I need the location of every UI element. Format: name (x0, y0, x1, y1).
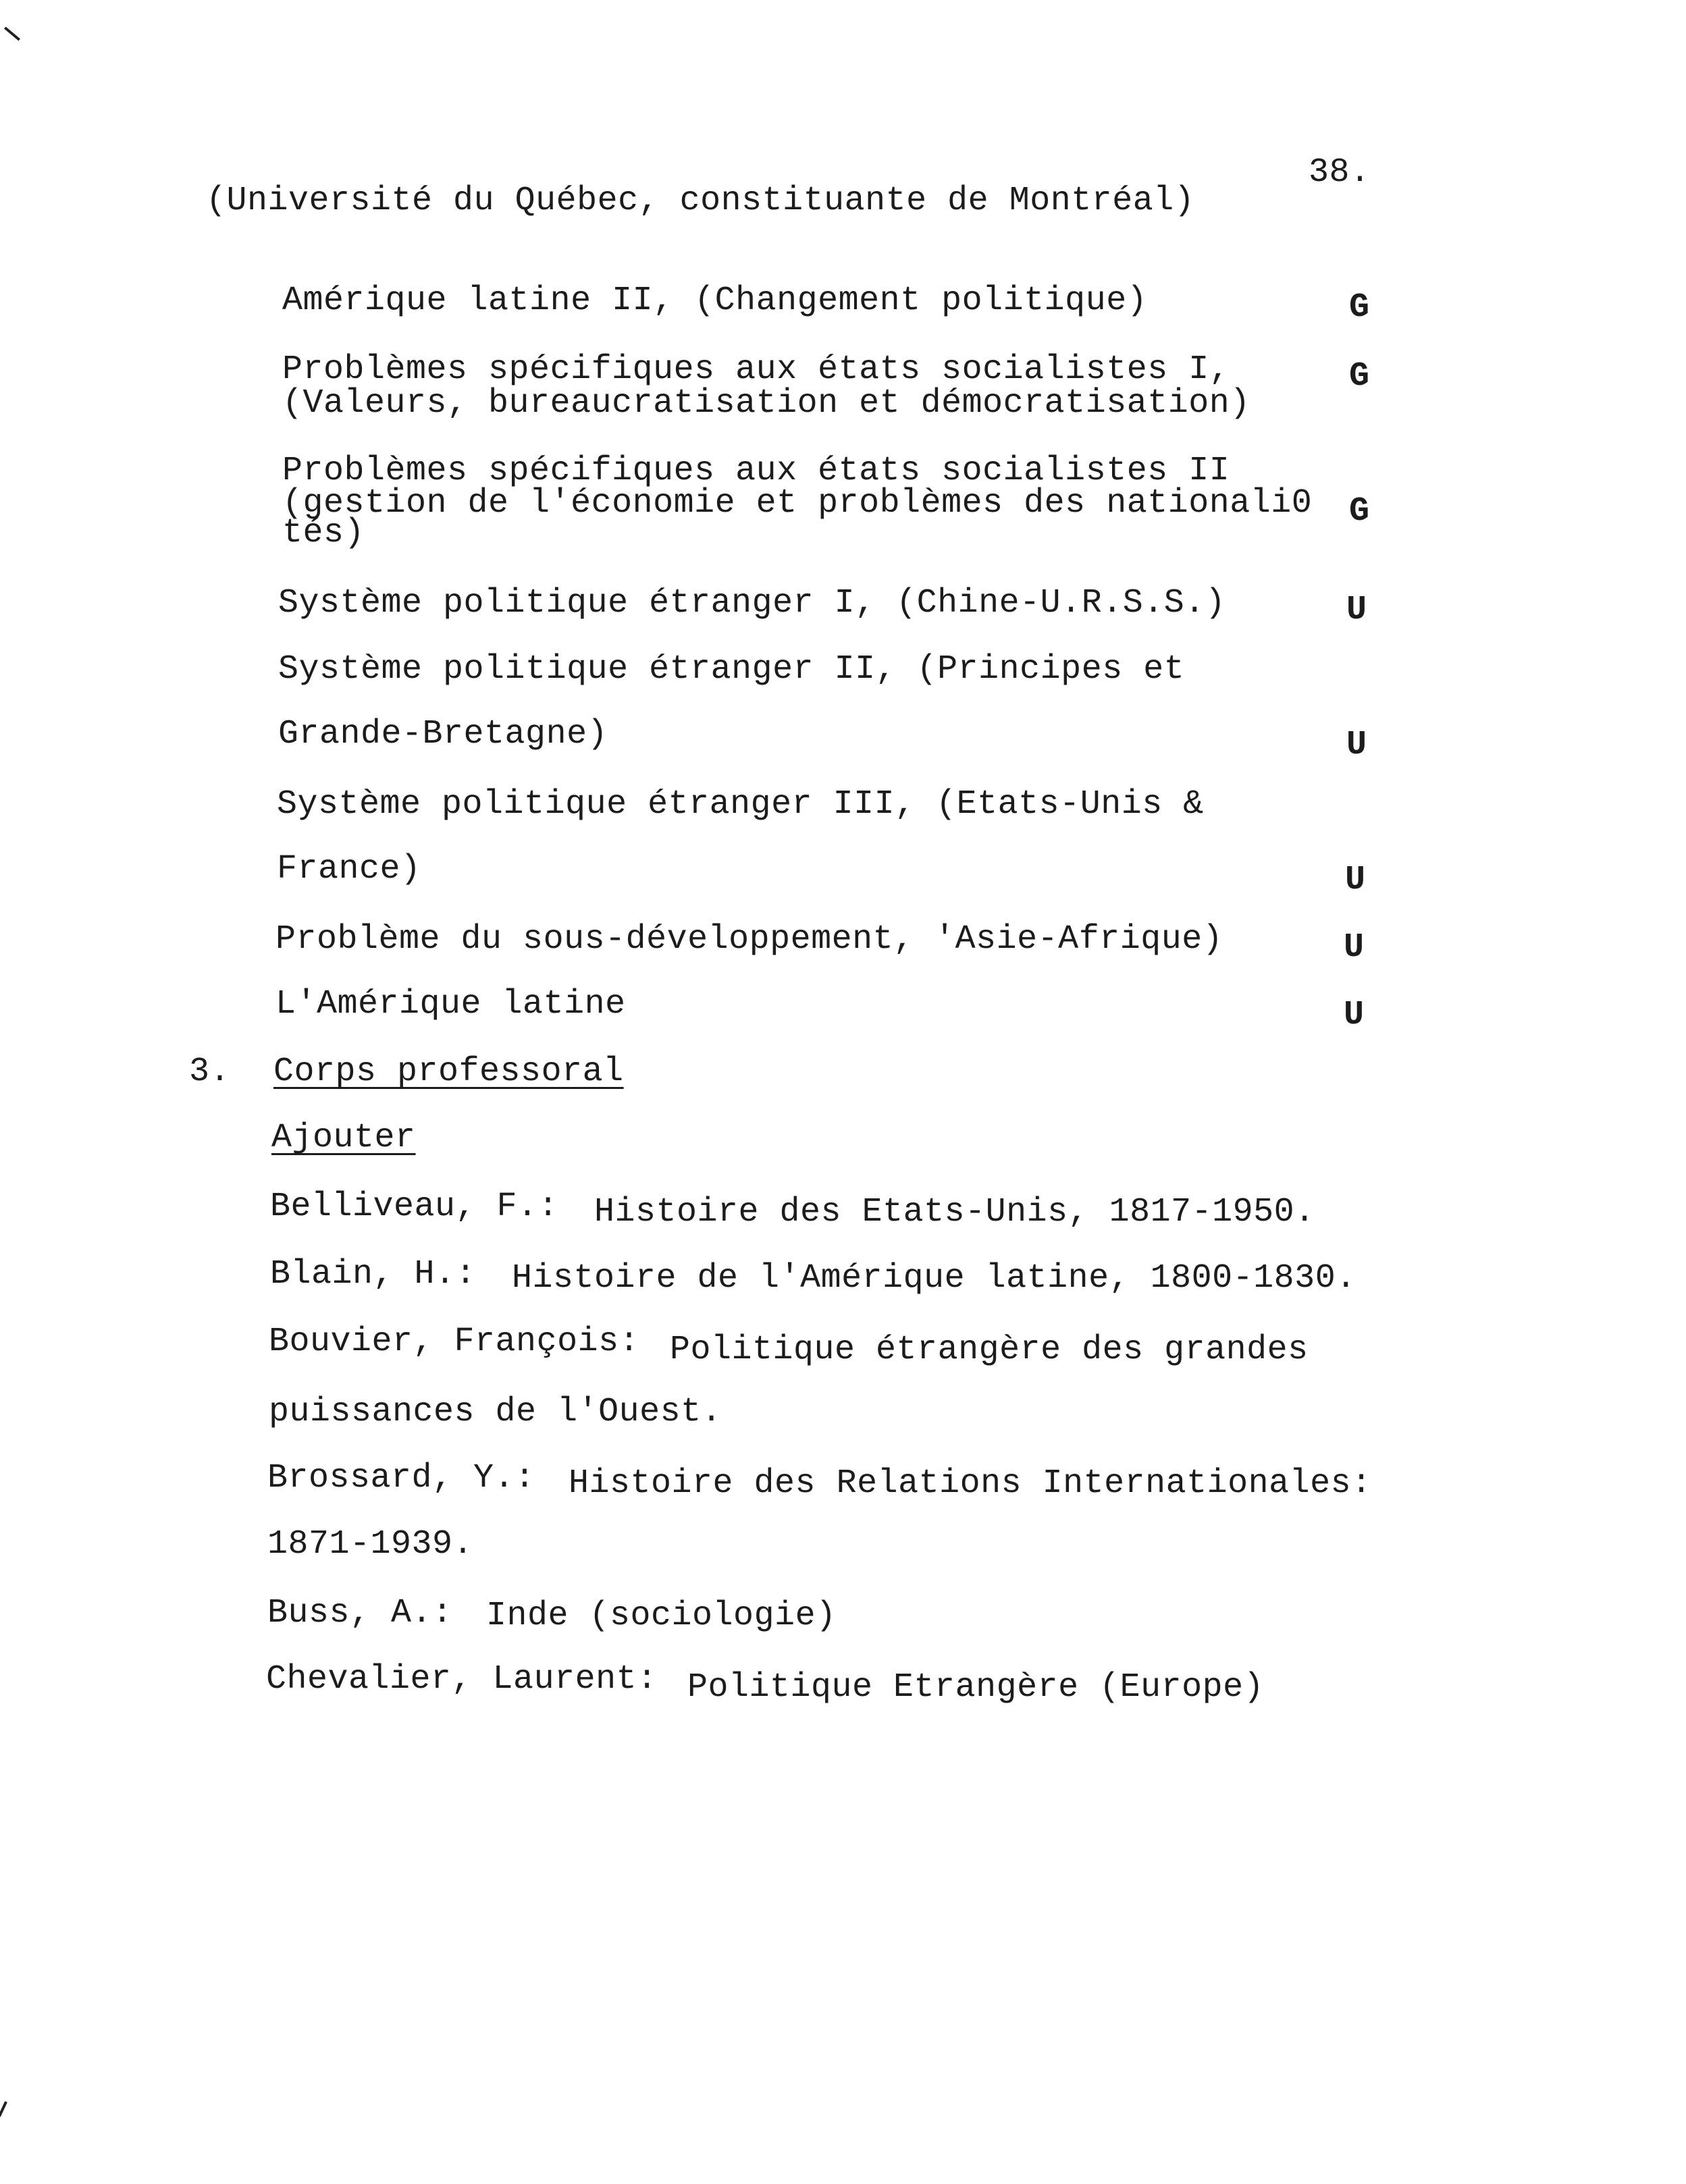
course-grade: U (1346, 591, 1367, 629)
faculty-topic: Politique Etrangère (Europe) (687, 1668, 1265, 1707)
section-subtitle: Ajouter (271, 1119, 416, 1157)
faculty-name: Chevalier, Laurent: (266, 1660, 658, 1699)
course-line: tés) (282, 514, 365, 552)
faculty-topic: Histoire de l'Amérique latine, 1800-1830. (512, 1259, 1356, 1298)
section-number: 3. (189, 1053, 231, 1091)
course-line: France) (277, 850, 421, 888)
document-header: (Université du Québec, constituante de Montréal) (206, 182, 1195, 220)
course-grade: U (1344, 996, 1365, 1034)
section-title: Corps professoral (273, 1053, 624, 1091)
course-grade: U (1346, 726, 1367, 764)
course-line: Système politique étranger III, (Etats-Unis & (277, 785, 1204, 824)
course-line: Amérique latine II, (Changement politique) (282, 282, 1148, 320)
corner-mark-bottom-left (0, 2101, 7, 2116)
faculty-topic: Histoire des Etats-Unis, 1817-1950. (594, 1193, 1315, 1231)
faculty-name: Buss, A.: (267, 1594, 453, 1632)
faculty-topic: Histoire des Relations Internationales: (569, 1464, 1372, 1503)
faculty-topic-continued: 1871-1939. (267, 1525, 474, 1564)
course-line: Grande-Bretagne) (278, 715, 608, 753)
course-line: Problèmes spécifiques aux états socialistes I, (282, 350, 1230, 389)
course-grade: G (1349, 357, 1370, 396)
course-grade: U (1344, 928, 1365, 967)
faculty-name: Belliveau, F.: (270, 1188, 559, 1226)
faculty-topic: Inde (sociologie) (486, 1597, 837, 1635)
faculty-topic-continued: puissances de l'Ouest. (269, 1393, 722, 1431)
faculty-topic: Politique étrangère des grandes (670, 1331, 1309, 1369)
faculty-name: Brossard, Y.: (267, 1459, 535, 1497)
course-line: Problèmes spécifiques aux états socialistes II (282, 452, 1230, 490)
course-grade: U (1345, 861, 1366, 899)
course-line: Problème du sous-développement, 'Asie-Afrique) (275, 920, 1223, 959)
course-line: Système politique étranger II, (Principes et (278, 650, 1185, 689)
course-line: (Valeurs, bureaucratisation et démocratisation) (282, 384, 1250, 423)
course-grade: G (1349, 492, 1370, 531)
corner-mark-top-left (4, 26, 20, 41)
course-line: (gestion de l'économie et problèmes des nationali0 (282, 484, 1313, 523)
course-grade: G (1349, 288, 1370, 327)
faculty-name: Blain, H.: (270, 1255, 477, 1294)
page-number: 38. (1309, 153, 1371, 192)
faculty-name: Bouvier, François: (269, 1323, 640, 1361)
course-line: L'Amérique latine (275, 985, 626, 1023)
course-line: Système politique étranger I, (Chine-U.R.S.S.) (278, 584, 1226, 622)
